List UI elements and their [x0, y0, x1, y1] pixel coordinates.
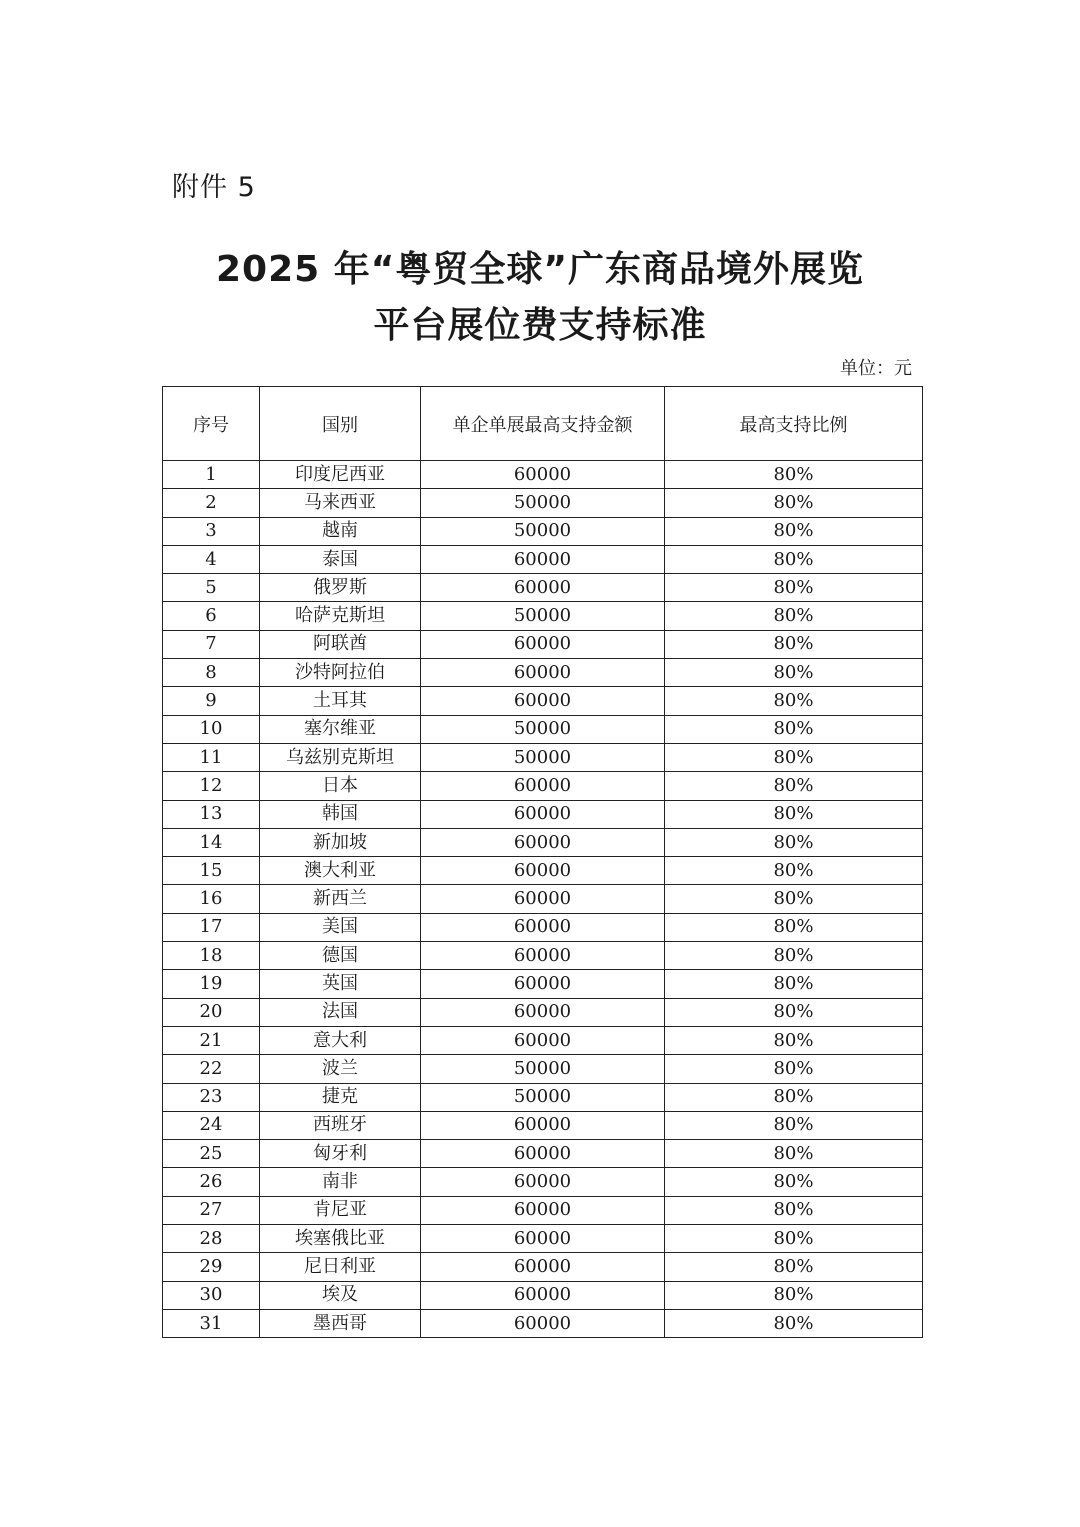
serial-number-cell: 13 — [163, 800, 260, 828]
max-support-amount-cell: 60000 — [421, 942, 665, 970]
serial-number-cell: 7 — [163, 630, 260, 658]
max-support-amount-cell: 50000 — [421, 489, 665, 517]
table-row — [163, 800, 923, 828]
country-cell: 印度尼西亚 — [260, 461, 421, 489]
table-row — [163, 1168, 923, 1196]
table-row — [163, 545, 923, 573]
max-support-amount-cell: 60000 — [421, 461, 665, 489]
table-row — [163, 1196, 923, 1224]
country-cell: 肯尼亚 — [260, 1196, 421, 1224]
document-title-line-1: 2025 年“粤贸全球”广东商品境外展览 — [215, 249, 865, 290]
serial-number-cell: 27 — [163, 1196, 260, 1224]
max-support-amount-cell: 60000 — [421, 998, 665, 1026]
table-row — [163, 1026, 923, 1054]
max-support-ratio-cell: 80% — [665, 517, 923, 545]
max-support-ratio-cell: 80% — [665, 885, 923, 913]
serial-number-cell: 14 — [163, 828, 260, 856]
serial-number-cell: 4 — [163, 545, 260, 573]
table-row — [163, 1083, 923, 1111]
max-support-amount-cell: 50000 — [421, 517, 665, 545]
max-support-amount-cell: 60000 — [421, 1281, 665, 1309]
serial-number-cell: 21 — [163, 1026, 260, 1054]
country-cell: 土耳其 — [260, 687, 421, 715]
max-support-ratio-cell: 80% — [665, 998, 923, 1026]
country-cell: 乌兹别克斯坦 — [260, 743, 421, 771]
serial-number-cell: 24 — [163, 1111, 260, 1139]
max-support-ratio-cell: 80% — [665, 1253, 923, 1281]
table-row — [163, 998, 923, 1026]
serial-number-cell: 31 — [163, 1309, 260, 1337]
country-cell: 韩国 — [260, 800, 421, 828]
country-cell: 捷克 — [260, 1083, 421, 1111]
max-support-ratio-cell: 80% — [665, 687, 923, 715]
max-support-amount-cell: 60000 — [421, 545, 665, 573]
table-row — [163, 828, 923, 856]
max-support-ratio-cell: 80% — [665, 574, 923, 602]
serial-number-cell: 12 — [163, 772, 260, 800]
serial-number-cell: 29 — [163, 1253, 260, 1281]
table-row — [163, 1140, 923, 1168]
document-title-line-2: 平台展位费支持标准 — [373, 305, 707, 346]
country-cell: 德国 — [260, 942, 421, 970]
serial-number-cell: 20 — [163, 998, 260, 1026]
country-cell: 新西兰 — [260, 885, 421, 913]
max-support-amount-cell: 60000 — [421, 630, 665, 658]
table-row — [163, 1253, 923, 1281]
serial-number-cell: 28 — [163, 1225, 260, 1253]
country-cell: 南非 — [260, 1168, 421, 1196]
max-support-amount-cell: 60000 — [421, 1253, 665, 1281]
header-serial-number: 序号 — [163, 387, 260, 461]
table-row — [163, 1281, 923, 1309]
max-support-ratio-cell: 80% — [665, 857, 923, 885]
country-cell: 埃塞俄比亚 — [260, 1225, 421, 1253]
max-support-ratio-cell: 80% — [665, 715, 923, 743]
country-cell: 法国 — [260, 998, 421, 1026]
table-row — [163, 885, 923, 913]
country-cell: 匈牙利 — [260, 1140, 421, 1168]
unit-note: 单位：元 — [840, 358, 912, 379]
serial-number-cell: 17 — [163, 913, 260, 941]
country-cell: 塞尔维亚 — [260, 715, 421, 743]
country-cell: 俄罗斯 — [260, 574, 421, 602]
header-max-support-ratio: 最高支持比例 — [665, 387, 923, 461]
max-support-amount-cell: 60000 — [421, 1111, 665, 1139]
table-row — [163, 517, 923, 545]
table-row — [163, 743, 923, 771]
country-cell: 意大利 — [260, 1026, 421, 1054]
country-cell: 日本 — [260, 772, 421, 800]
max-support-amount-cell: 60000 — [421, 1309, 665, 1337]
max-support-ratio-cell: 80% — [665, 1168, 923, 1196]
attachment-label: 附件 5 — [172, 172, 256, 203]
table-row — [163, 715, 923, 743]
serial-number-cell: 11 — [163, 743, 260, 771]
country-cell: 哈萨克斯坦 — [260, 602, 421, 630]
header-country: 国别 — [260, 387, 421, 461]
country-cell: 西班牙 — [260, 1111, 421, 1139]
serial-number-cell: 19 — [163, 970, 260, 998]
table-row — [163, 1111, 923, 1139]
table-row — [163, 602, 923, 630]
max-support-ratio-cell: 80% — [665, 602, 923, 630]
country-cell: 澳大利亚 — [260, 857, 421, 885]
max-support-amount-cell: 60000 — [421, 857, 665, 885]
max-support-amount-cell: 60000 — [421, 574, 665, 602]
max-support-ratio-cell: 80% — [665, 1083, 923, 1111]
max-support-amount-cell: 60000 — [421, 1196, 665, 1224]
table-row — [163, 857, 923, 885]
serial-number-cell: 9 — [163, 687, 260, 715]
country-cell: 沙特阿拉伯 — [260, 659, 421, 687]
serial-number-cell: 10 — [163, 715, 260, 743]
max-support-amount-cell: 60000 — [421, 1140, 665, 1168]
max-support-amount-cell: 50000 — [421, 1055, 665, 1083]
max-support-amount-cell: 60000 — [421, 1026, 665, 1054]
table-row — [163, 1055, 923, 1083]
max-support-amount-cell: 60000 — [421, 800, 665, 828]
serial-number-cell: 6 — [163, 602, 260, 630]
max-support-ratio-cell: 80% — [665, 461, 923, 489]
max-support-amount-cell: 60000 — [421, 970, 665, 998]
max-support-amount-cell: 60000 — [421, 885, 665, 913]
country-cell: 埃及 — [260, 1281, 421, 1309]
max-support-amount-cell: 60000 — [421, 772, 665, 800]
max-support-amount-cell: 60000 — [421, 1168, 665, 1196]
table-body — [163, 461, 923, 1338]
serial-number-cell: 3 — [163, 517, 260, 545]
max-support-ratio-cell: 80% — [665, 1111, 923, 1139]
table-row — [163, 942, 923, 970]
max-support-amount-cell: 60000 — [421, 659, 665, 687]
max-support-ratio-cell: 80% — [665, 630, 923, 658]
max-support-amount-cell: 50000 — [421, 1083, 665, 1111]
max-support-ratio-cell: 80% — [665, 970, 923, 998]
serial-number-cell: 1 — [163, 461, 260, 489]
table-row — [163, 970, 923, 998]
serial-number-cell: 8 — [163, 659, 260, 687]
max-support-ratio-cell: 80% — [665, 659, 923, 687]
max-support-ratio-cell: 80% — [665, 489, 923, 517]
table-row — [163, 574, 923, 602]
country-cell: 新加坡 — [260, 828, 421, 856]
max-support-ratio-cell: 80% — [665, 1196, 923, 1224]
serial-number-cell: 18 — [163, 942, 260, 970]
table-row — [163, 1225, 923, 1253]
max-support-amount-cell: 50000 — [421, 602, 665, 630]
table-row — [163, 687, 923, 715]
country-cell: 马来西亚 — [260, 489, 421, 517]
max-support-ratio-cell: 80% — [665, 828, 923, 856]
support-standard-table — [162, 386, 923, 1338]
max-support-ratio-cell: 80% — [665, 1309, 923, 1337]
country-cell: 波兰 — [260, 1055, 421, 1083]
table-row — [163, 489, 923, 517]
max-support-ratio-cell: 80% — [665, 1055, 923, 1083]
max-support-amount-cell: 60000 — [421, 828, 665, 856]
max-support-amount-cell: 60000 — [421, 687, 665, 715]
max-support-ratio-cell: 80% — [665, 1026, 923, 1054]
country-cell: 泰国 — [260, 545, 421, 573]
table-header-row — [163, 387, 923, 461]
header-max-support-amount: 单企单展最高支持金额 — [421, 387, 665, 461]
max-support-ratio-cell: 80% — [665, 772, 923, 800]
serial-number-cell: 15 — [163, 857, 260, 885]
serial-number-cell: 25 — [163, 1140, 260, 1168]
max-support-ratio-cell: 80% — [665, 1281, 923, 1309]
max-support-ratio-cell: 80% — [665, 942, 923, 970]
country-cell: 美国 — [260, 913, 421, 941]
table-row — [163, 1309, 923, 1337]
country-cell: 墨西哥 — [260, 1309, 421, 1337]
max-support-amount-cell: 60000 — [421, 913, 665, 941]
max-support-ratio-cell: 80% — [665, 1225, 923, 1253]
max-support-ratio-cell: 80% — [665, 913, 923, 941]
serial-number-cell: 23 — [163, 1083, 260, 1111]
max-support-amount-cell: 60000 — [421, 1225, 665, 1253]
country-cell: 英国 — [260, 970, 421, 998]
table-row — [163, 630, 923, 658]
max-support-amount-cell: 50000 — [421, 743, 665, 771]
table-row — [163, 913, 923, 941]
country-cell: 阿联酋 — [260, 630, 421, 658]
serial-number-cell: 22 — [163, 1055, 260, 1083]
serial-number-cell: 2 — [163, 489, 260, 517]
max-support-amount-cell: 50000 — [421, 715, 665, 743]
serial-number-cell: 16 — [163, 885, 260, 913]
country-cell: 越南 — [260, 517, 421, 545]
max-support-ratio-cell: 80% — [665, 800, 923, 828]
max-support-ratio-cell: 80% — [665, 743, 923, 771]
table-row — [163, 659, 923, 687]
max-support-ratio-cell: 80% — [665, 1140, 923, 1168]
max-support-ratio-cell: 80% — [665, 545, 923, 573]
table-row — [163, 461, 923, 489]
serial-number-cell: 5 — [163, 574, 260, 602]
serial-number-cell: 26 — [163, 1168, 260, 1196]
serial-number-cell: 30 — [163, 1281, 260, 1309]
table-row — [163, 772, 923, 800]
country-cell: 尼日利亚 — [260, 1253, 421, 1281]
